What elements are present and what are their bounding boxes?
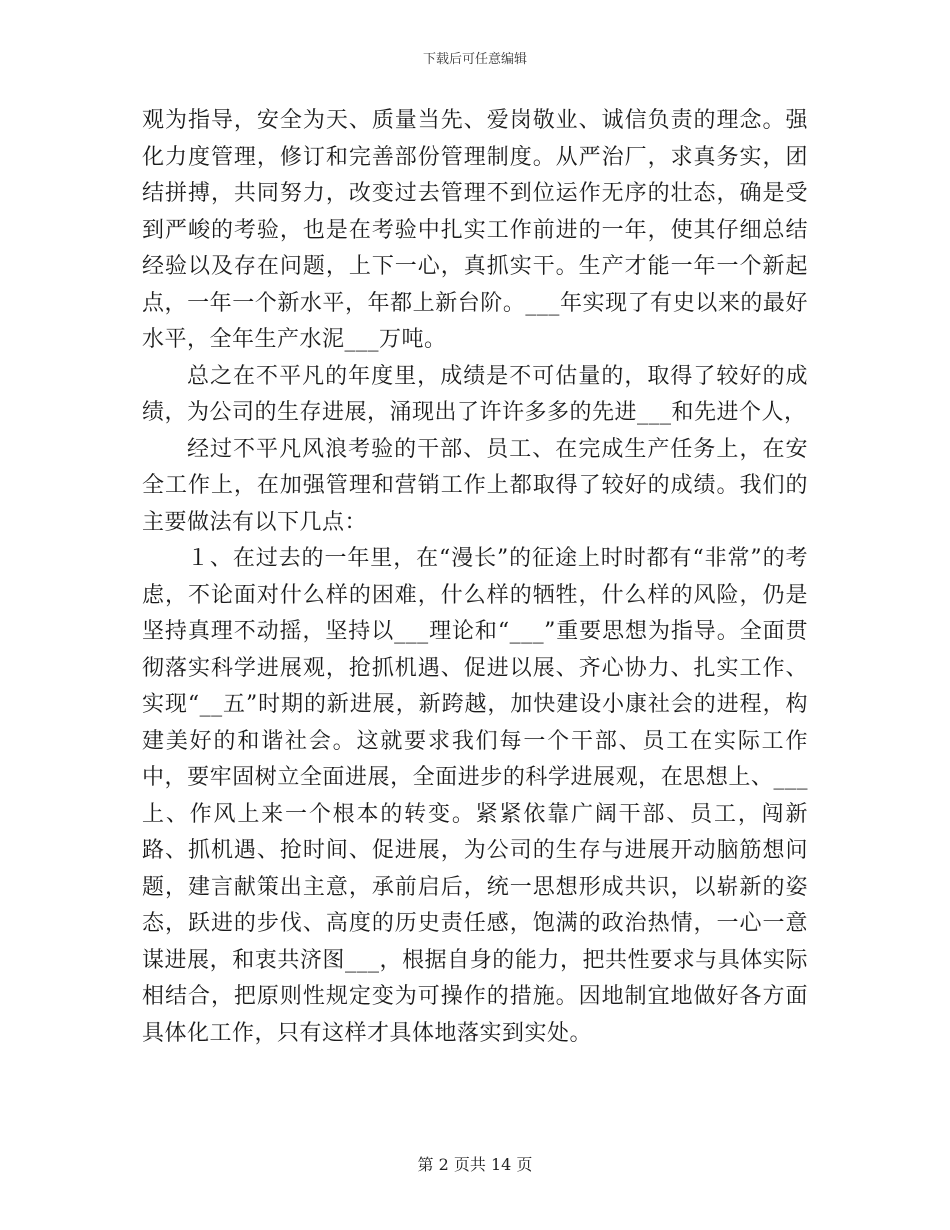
page-number: 第 2 页共 14 页 [417, 1155, 533, 1174]
paragraph-summary: 总之在不平凡的年度里，成绩是不可估量的，取得了较好的成绩，为公司的生存进展，涌现出了许许多多的先进___和先进个人， [142, 363, 808, 425]
paragraph-point-1: １、在过去的一年里，在“漫长”的征途上时时都有“非常”的考虑，不论面对什么样的困难，什么样的牺牲，什么样的风险，仍是坚持真理不动摇，坚持以___理论和“___”重要思想为指导。全面贯彻落实科学进展观，抢抓机遇、促进以展、齐心协力、扎实工作、实现“__五”时期的新进展，新跨越，加快建设小康社会的进程，构建美好的和谐社会。这就要求我们每一个干部、员工在实际工作中，要牢固树立全面进展，全面进步的科学进展观，在思想上、___上、作风上来一个根本的转变。紧紧依靠广阔干部、员工，闯新路、抓机遇、抢时间、促进展，为公司的生存与进展开动脑筋想问题，建言献策出主意，承前启后，统一思想形成共识，以崭新的姿态，跃进的步伐、高度的历史责任感，饱满的政治热情，一心一意谋进展，和衷共济图___，根据自身的能力，把共性要求与具体实际相结合，把原则性规定变为可操作的措施。因地制宜地做好各方面具体化工作，只有这样才具体地落实到实处。 [142, 546, 808, 1046]
paragraph-achievements: 经过不平凡风浪考验的干部、员工、在完成生产任务上，在安全工作上，在加强管理和营销工作上都取得了较好的成绩。我们的主要做法有以下几点： [142, 436, 808, 535]
paragraph-continuation: 观为指导，安全为天、质量当先、爱岗敬业、诚信负责的理念。强化力度管理，修订和完善部份管理制度。从严治厂，求真务实，团结拼搏，共同努力，改变过去管理不到位运作无序的壮态，确是受到严峻的考验，也是在考验中扎实工作前进的一年，使其仔细总结经验以及存在问题，上下一心，真抓实干。生产才能一年一个新起点，一年一个新水平，年都上新台阶。___年实现了有史以来的最好水平，全年生产水泥___万吨。 [142, 108, 808, 352]
document-body [142, 103, 808, 1052]
page-header: 下载后可任意编辑 [422, 52, 527, 67]
